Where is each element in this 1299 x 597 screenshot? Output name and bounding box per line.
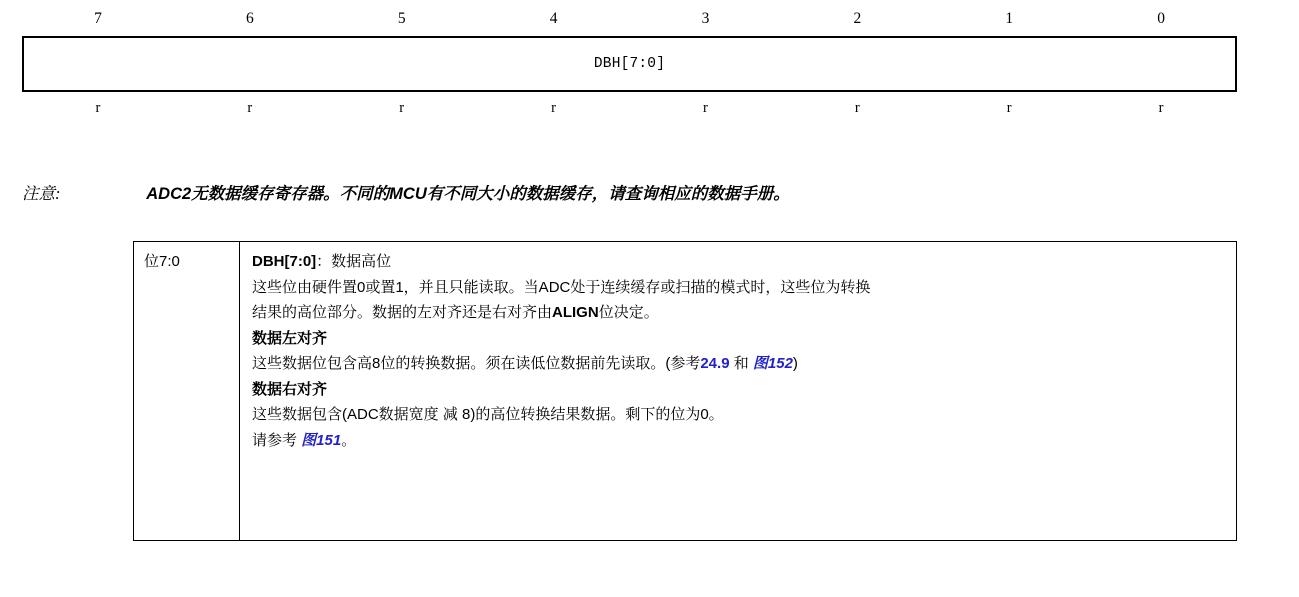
desc-p2-text: 这些数据位包含高8位的转换数据。须在读低位数据前先读取。(参考 [252, 355, 701, 372]
bit-number: 7 [94, 10, 102, 27]
align-bit-name: ALIGN [552, 304, 599, 321]
note-label: 注意: [22, 184, 61, 203]
note-text: ADC2无数据缓存寄存器。不同的MCU有不同大小的数据缓存，请查询相应的数据手册。 [146, 185, 790, 203]
desc-p2-mid: 和 [729, 355, 753, 372]
bit-number: 2 [853, 10, 862, 27]
access-flag: r [1006, 100, 1012, 116]
access-flag: r [399, 100, 405, 116]
description-title-rest: ：数据高位 [316, 253, 392, 270]
bit-number: 4 [549, 10, 558, 27]
subheading-left-align: 数据左对齐 [252, 329, 328, 347]
bit-range-label: 位7:0 [144, 253, 180, 270]
description-paragraph-1a: 这些位由硬件置0或置1，并且只能读取。当ADC处于连续缓存或扫描的模式时，这些位为转换 [252, 278, 871, 296]
bit-number: 1 [1005, 10, 1014, 27]
cross-reference-link[interactable]: 24.9 [700, 355, 730, 372]
access-row [22, 95, 1237, 121]
description-paragraph-2 [252, 351, 1224, 377]
bit-number-row [22, 4, 1237, 34]
register-bit-diagram [22, 4, 1237, 121]
subheading-right-align: 数据右对齐 [252, 380, 328, 398]
desc-p1d-text: 位决定。 [598, 304, 659, 321]
note-block [22, 180, 1272, 204]
access-flag: r [1158, 100, 1164, 116]
register-field-name: DBH[7:0] [593, 56, 666, 72]
bit-description-cell [240, 242, 1236, 540]
figure-reference-link[interactable]: 图151 [301, 431, 342, 449]
bit-number: 5 [397, 10, 406, 27]
bit-number: 0 [1157, 10, 1165, 27]
description-paragraph-4 [252, 428, 1224, 454]
access-flag: r [95, 100, 101, 116]
access-flag: r [854, 100, 860, 116]
bit-number: 6 [245, 10, 254, 27]
description-paragraph-1b [252, 300, 1224, 326]
desc-p4-prefix: 请参考 [252, 431, 302, 449]
access-flag: r [703, 100, 708, 116]
desc-p4-suffix: 。 [341, 431, 357, 449]
desc-p1b-text: 结果的高位部分。数据的左对齐还是右对齐由 [252, 304, 553, 321]
access-flag: r [247, 100, 253, 116]
description-paragraph-3: 这些数据包含(ADC数据宽度 减 8)的高位转换结果数据。剩下的位为0。 [252, 406, 724, 423]
access-flag: r [551, 100, 556, 116]
bit-number: 3 [701, 10, 710, 27]
bit-range-cell [134, 242, 240, 540]
desc-p2-end: ) [792, 355, 798, 372]
register-field-box [22, 36, 1237, 92]
bit-description-table [133, 241, 1237, 541]
description-title-bold: DBH[7:0] [252, 253, 317, 270]
description-title [252, 249, 1224, 275]
figure-reference-link[interactable]: 图152 [752, 355, 793, 372]
